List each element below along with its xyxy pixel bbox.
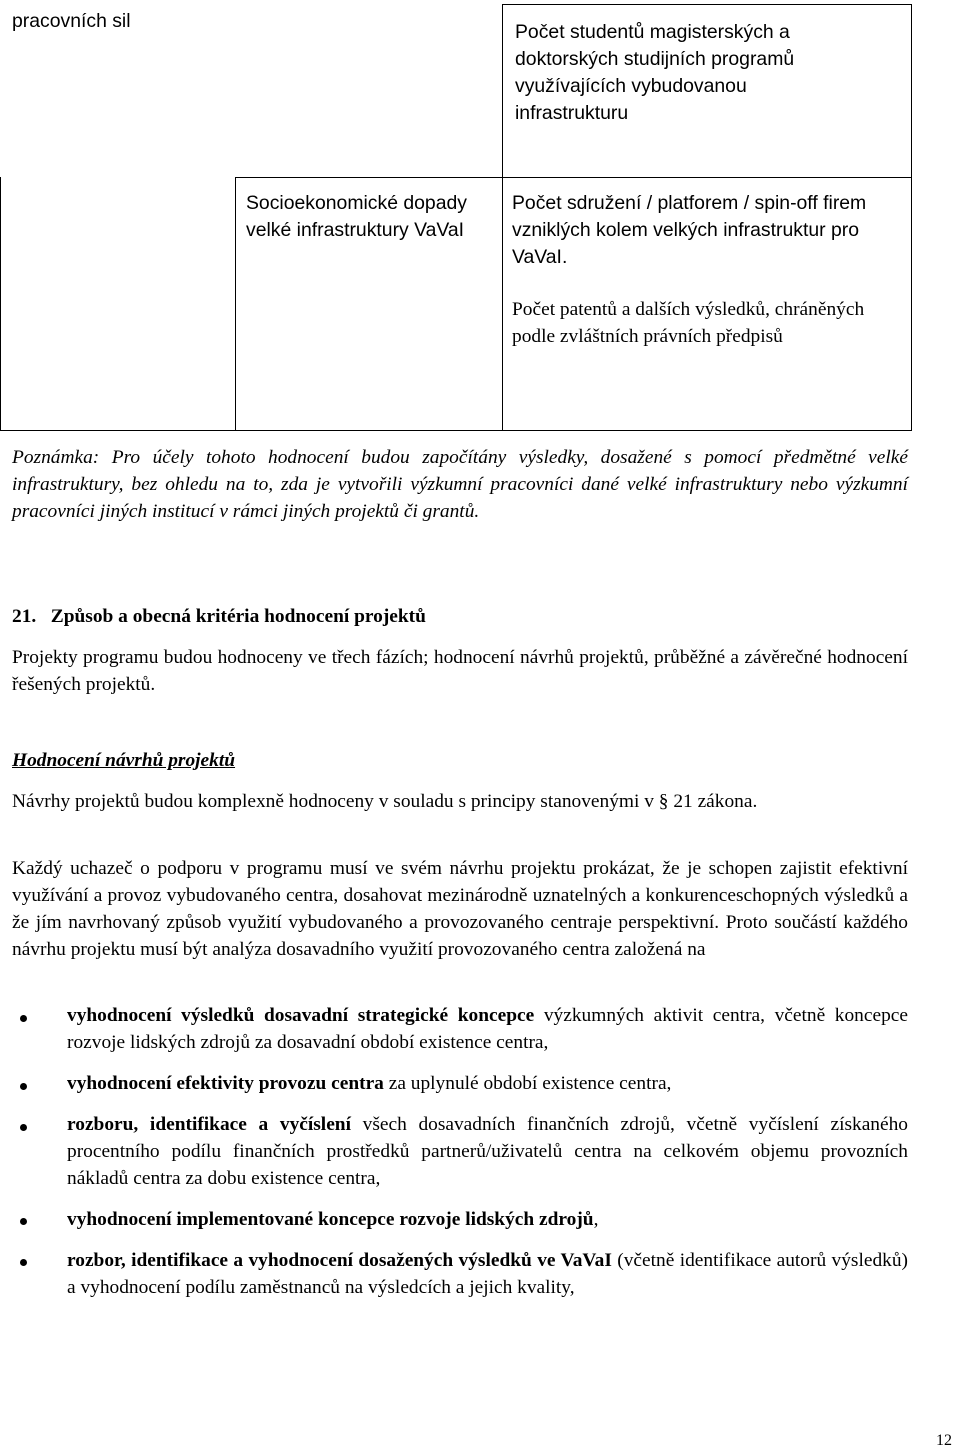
list-item: vyhodnocení efektivity provozu centra za uplynulé období existence centra, [67,1073,672,1094]
page-number: 12 [936,1432,952,1449]
table-cell-category-socioeconomic: Socioekonomické dopady velké infrastruktury VaVaI [246,192,467,241]
section-number: 21. [12,606,37,627]
list-item: rozboru, identifikace a vyčíslení všech dosavadních finančních zdrojů, včetně vyčíslení získaného procentního podílu finančních prostředků partnerů/uživatelů centra na celkovém objemu provozních nákladů centra za dobu existence centra, [67,1114,908,1189]
subheading: Hodnocení návrhů projektů [12,750,236,771]
table-cell-indicator-spinoff: Počet sdružení / platforem / spin-off firem vzniklých kolem velkých infrastruktur pro VaVaI. [512,192,867,268]
bullet-dot [20,1259,27,1266]
indicator-table [0,2,912,431]
section-intro: Projekty programu budou hodnoceny ve třech fázích; hodnocení návrhů projektů, průběžné a závěrečné hodnocení řešených projektů. [12,647,908,695]
list-item: rozbor, identifikace a vyhodnocení dosažených výsledků ve VaVaI (včetně identifikace autorů výsledků) a vyhodnocení podílu zaměstnanců na výsledcích a jejich kvality, [67,1250,908,1298]
table-cell-indicator-patents: Počet patentů a dalších výsledků, chráněných podle zvláštních právních předpisů [512,299,865,347]
section-title: Způsob a obecná kritéria hodnocení projektů [50,606,426,627]
paragraph-2: Každý uchazeč o podporu v programu musí ve svém návrhu projektu prokázat, že je schopen zajistit efektivní využívání a provoz vybudovaného centra, dosahovat mezinárodně uznatelných a konkurenceschopných výsledků a že jím navrhovaný způsob využití vybudovaného a provozovaného centraje perspektivní. Proto součástí každého návrhu projektu musí být analýza dosavadního využití provozovaného centra založená na [12,858,908,960]
list-item: vyhodnocení výsledků dosavadní strategické koncepce výzkumných aktivit centra, včetně koncepce rozvoje lidských zdrojů za dosavadní období existence centra, [67,1005,908,1053]
table-cell-indicator-students: Počet studentů magisterských a doktorských studijních programů využívajících vybudovanou infrastrukturu [515,21,795,124]
bullet-dot [20,1015,27,1022]
bullet-dot [20,1083,27,1090]
section-heading [12,603,426,630]
bullet-dot [20,1124,27,1131]
paragraph-1: Návrhy projektů budou komplexně hodnoceny v souladu s principy stanovenými v § 21 zákona. [12,791,758,812]
table-note: Poznámka: Pro účely tohoto hodnocení budou započítány výsledky, dosažené s pomocí předmětné velké infrastruktury, bez ohledu na to, zda je vytvořili výzkumní pracovníci dané velké infrastruktury nebo výzkumní pracovníci jiných institucí v rámci jiných projektů či grantů. [12,447,908,522]
table-cell-category-continued: pracovních sil [12,10,131,32]
list-item: vyhodnocení implementované koncepce rozvoje lidských zdrojů, [67,1209,599,1230]
bullet-dot [20,1218,27,1225]
